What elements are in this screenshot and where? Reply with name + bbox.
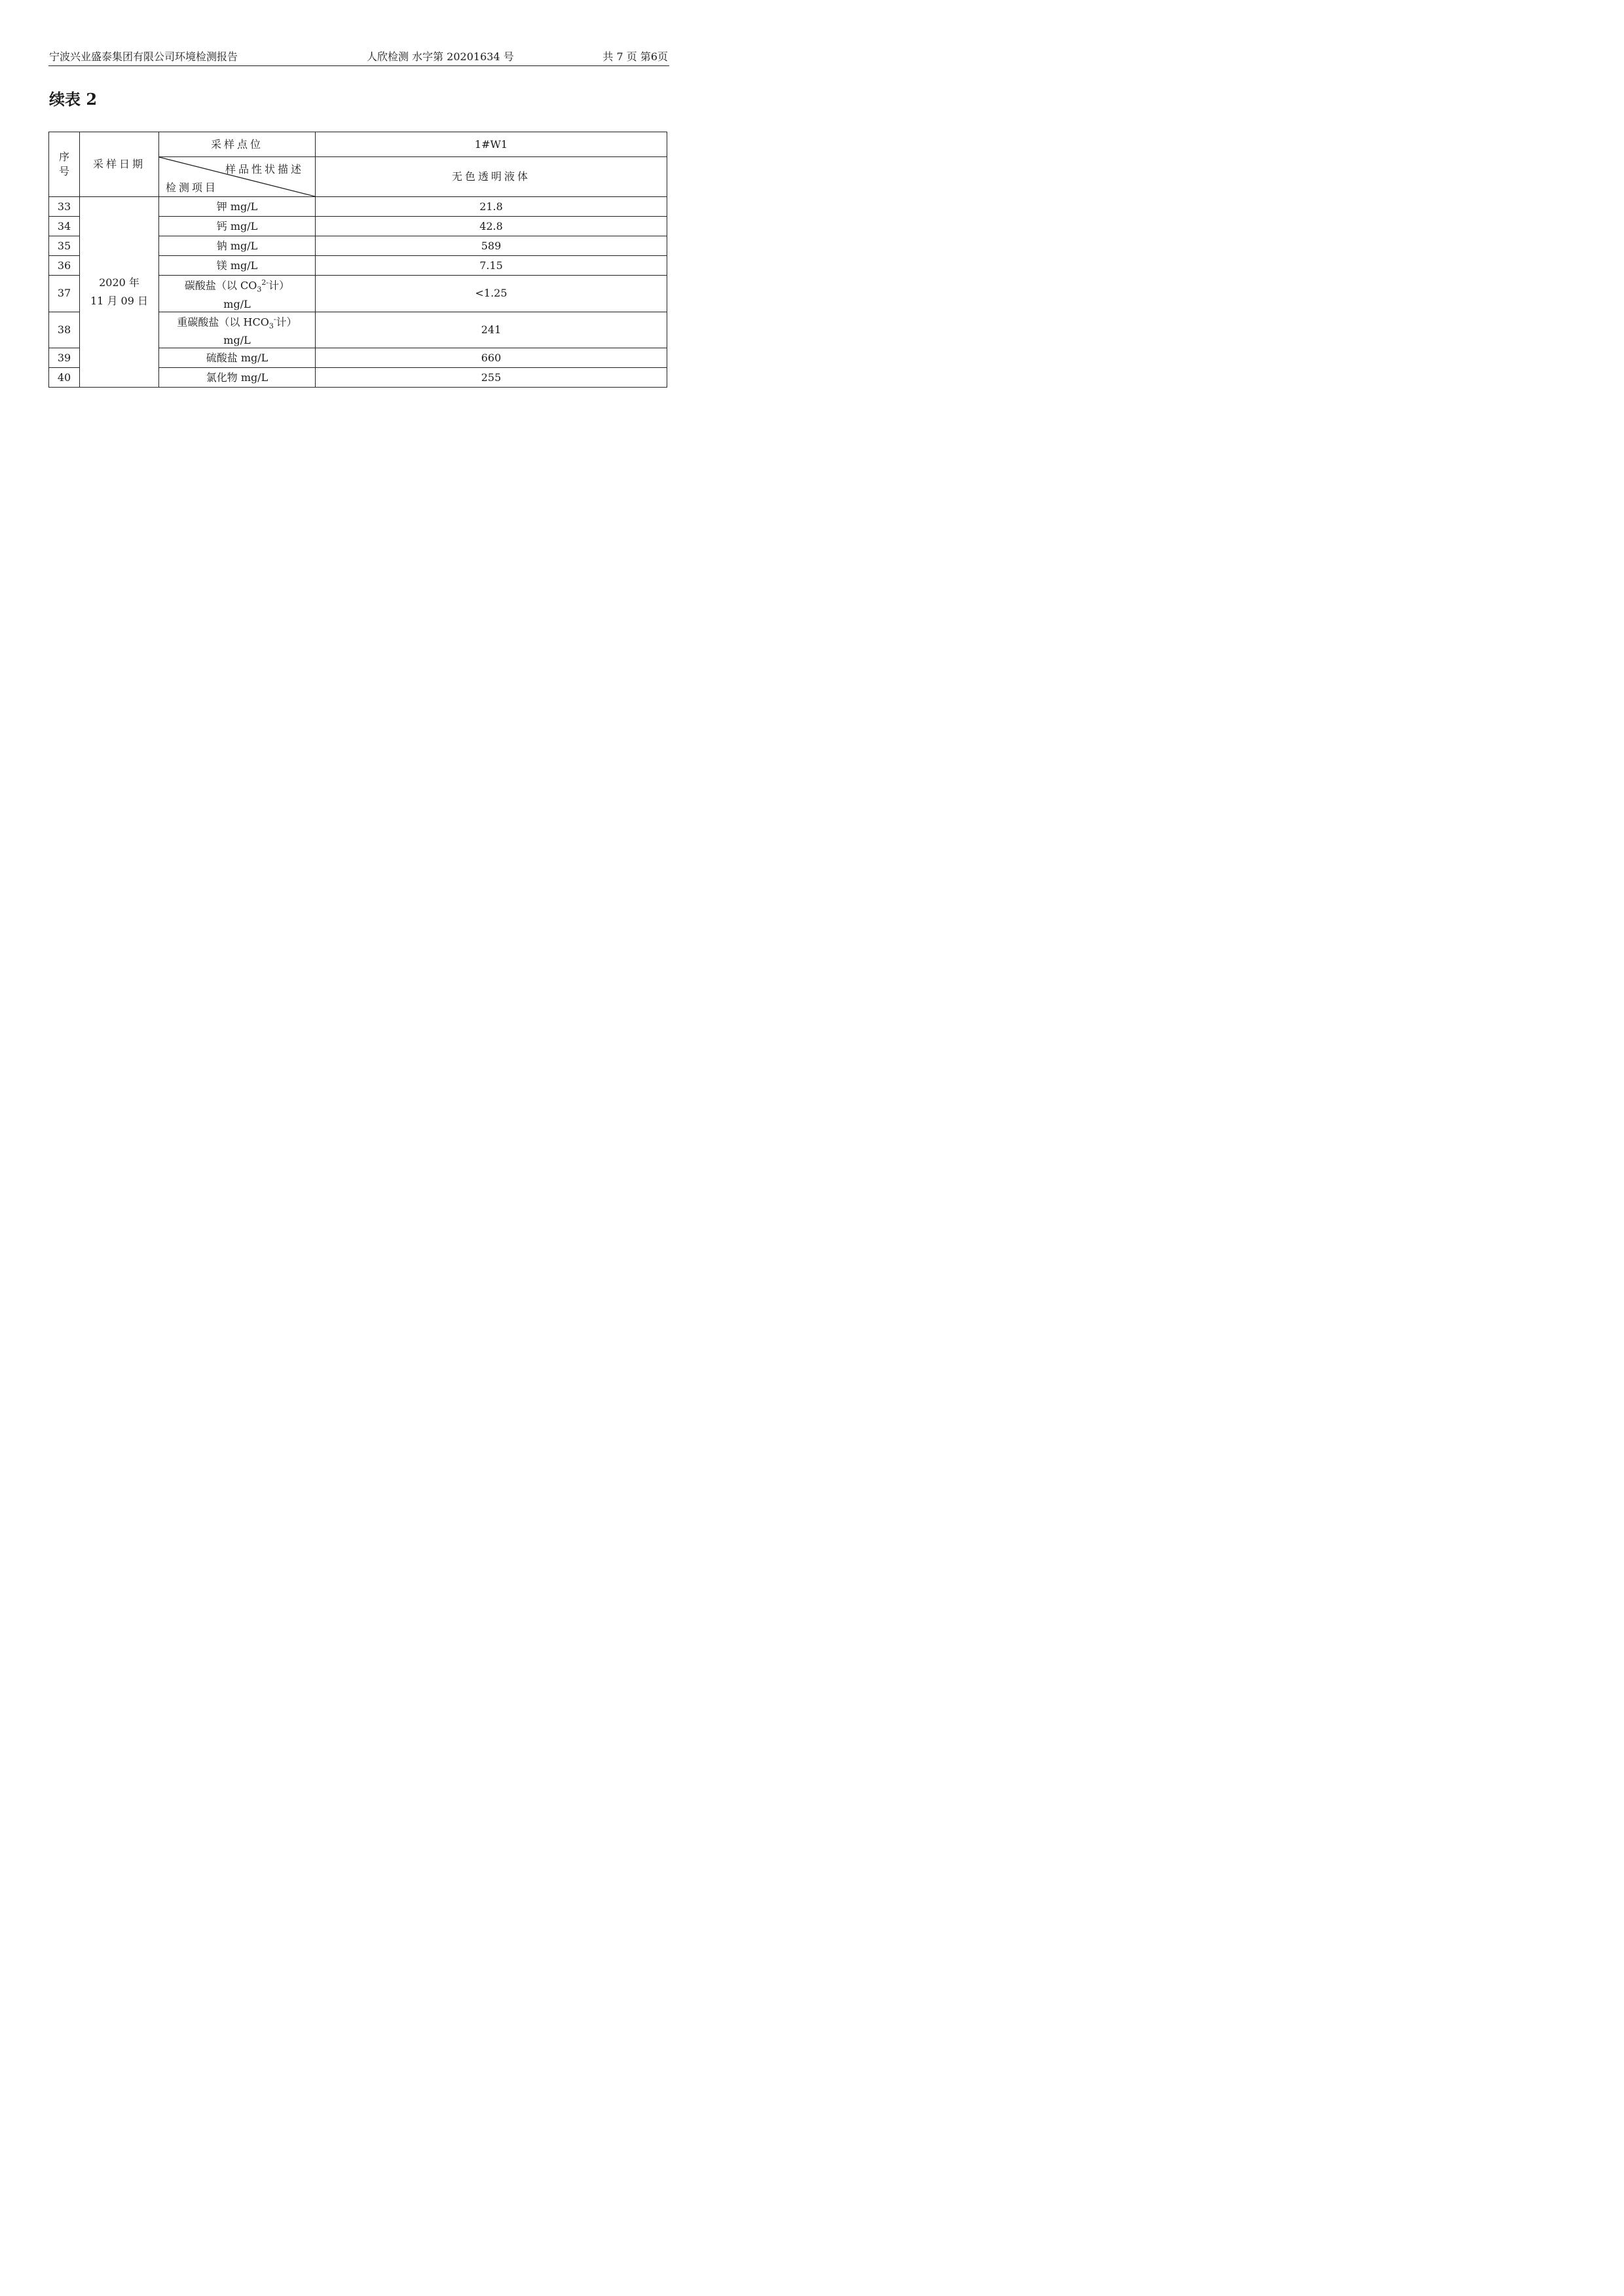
row-item: 重碳酸盐（以 $HCO_3^-$计） mg/L: [159, 312, 316, 348]
header-row-site: [49, 132, 667, 157]
header-divider: [48, 65, 669, 66]
row-no: 35: [49, 236, 80, 256]
table-title: 续表 2: [49, 90, 98, 109]
seq-header-label: 序号: [58, 151, 69, 177]
row-no: 40: [49, 368, 80, 388]
row-no: 38: [49, 312, 80, 348]
sample-date-day: 11 月 09 日: [90, 295, 148, 308]
sample-date-cell: [80, 197, 159, 388]
row-value: 21.8: [316, 197, 667, 217]
report-title-header: 宁波兴业盛泰集团有限公司环境检测报告: [49, 50, 238, 63]
row-no: 39: [49, 348, 80, 368]
sample-date-year: 2020 年: [99, 276, 139, 289]
row-value: <1.25: [316, 276, 667, 312]
row-item: 氯化物 mg/L: [159, 368, 316, 388]
row-item: 钠 mg/L: [159, 236, 316, 256]
row-item: 镁 mg/L: [159, 256, 316, 276]
page-info: 共 7 页 第6页: [602, 50, 668, 63]
row-no: 37: [49, 276, 80, 312]
row-value: 42.8: [316, 217, 667, 236]
diagonal-header-cell: [159, 157, 316, 197]
row-no: 33: [49, 197, 80, 217]
row-no: 36: [49, 256, 80, 276]
item-label: 检测项目: [166, 181, 219, 194]
row-value: 589: [316, 236, 667, 256]
table-row: [49, 197, 667, 217]
site-value: 1#W1: [316, 132, 667, 157]
results-table: [48, 132, 667, 388]
row-item: 碳酸盐（以 $CO_3^{2-}$计） mg/L: [159, 276, 316, 312]
row-item: 钾 mg/L: [159, 197, 316, 217]
row-no: 34: [49, 217, 80, 236]
report-number: 人欣检测 水字第 20201634 号: [367, 50, 514, 63]
row-item: 钙 mg/L: [159, 217, 316, 236]
seq-header: [49, 132, 80, 197]
row-value: 660: [316, 348, 667, 368]
row-value: 255: [316, 368, 667, 388]
desc-label: 样品性状描述: [225, 163, 304, 175]
row-value: 241: [316, 312, 667, 348]
row-item: 硫酸盐 mg/L: [159, 348, 316, 368]
desc-value: 无色透明液体: [316, 157, 667, 197]
site-label: 采样点位: [159, 132, 316, 157]
row-value: 7.15: [316, 256, 667, 276]
date-header: 采样日期: [80, 132, 159, 197]
